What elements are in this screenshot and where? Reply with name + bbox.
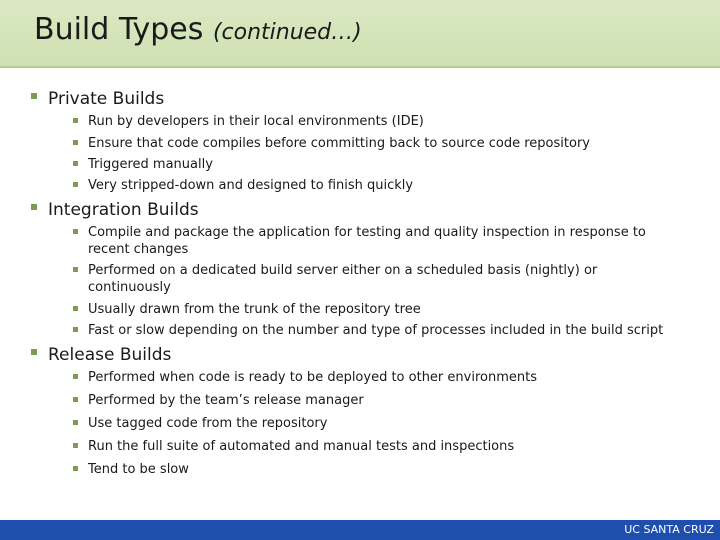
section-heading-private-builds: Private Builds [48,88,164,110]
square-bullet-icon [73,327,78,332]
square-bullet-icon [73,466,78,471]
footer-text: UC SANTA CRUZ [624,523,714,536]
square-bullet-icon [73,443,78,448]
square-bullet-icon [73,267,78,272]
square-bullet-icon [73,420,78,425]
square-bullet-icon [31,349,37,355]
square-bullet-icon [31,93,37,99]
list-item: Tend to be slow [88,462,189,478]
list-item: Ensure that code compiles before committing back to source code repository [88,136,590,152]
square-bullet-icon [31,204,37,210]
list-item: Performed on a dedicated build server either on a scheduled basis (nightly) or [88,263,597,279]
list-item-continuation: recent changes [88,242,189,257]
list-item: Use tagged code from the repository [88,416,327,432]
footer-bar [0,520,720,540]
square-bullet-icon [73,182,78,187]
list-item: Fast or slow depending on the number and type of processes included in the build script [88,323,663,339]
list-item: Performed when code is ready to be deployed to other environments [88,370,537,386]
slide-title [34,10,362,53]
square-bullet-icon [73,229,78,234]
list-item: Usually drawn from the trunk of the repository tree [88,302,421,318]
square-bullet-icon [73,397,78,402]
square-bullet-icon [73,374,78,379]
list-item: Triggered manually [88,157,213,173]
square-bullet-icon [73,140,78,145]
slide-title-text: Build Types [34,12,204,47]
square-bullet-icon [73,161,78,166]
section-heading-release-builds: Release Builds [48,344,171,366]
section-heading-integration-builds: Integration Builds [48,199,199,221]
square-bullet-icon [73,306,78,311]
list-item-continuation: continuously [88,280,171,295]
list-item: Very stripped-down and designed to finish quickly [88,178,413,194]
title-bar-divider [0,66,720,68]
list-item: Compile and package the application for testing and quality inspection in response to [88,225,646,241]
list-item: Performed by the team’s release manager [88,393,364,409]
list-item: Run by developers in their local environments (IDE) [88,114,424,130]
slide-subtitle: (continued…) [212,20,362,45]
square-bullet-icon [73,118,78,123]
list-item: Run the full suite of automated and manual tests and inspections [88,439,514,455]
